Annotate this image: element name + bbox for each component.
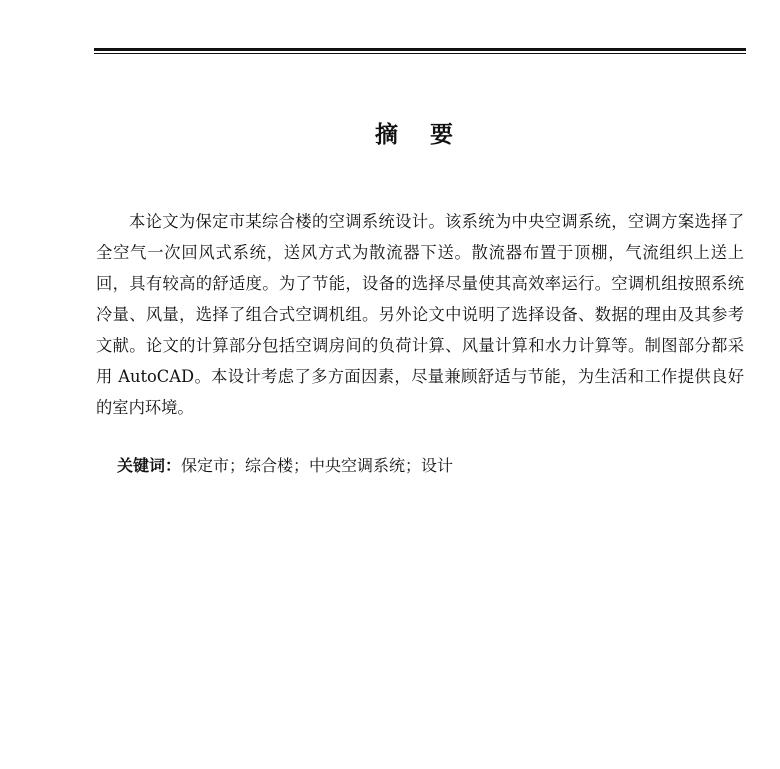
header-rule-thin [94, 53, 746, 54]
keywords-line [117, 455, 453, 477]
keywords-label: 关键词： [117, 456, 182, 475]
keywords-text: 保定市；综合楼；中央空调系统；设计 [181, 456, 454, 475]
abstract-paragraph: 本论文为保定市某综合楼的空调系统设计。该系统为中央空调系统，空调方案选择了全空气一次回风式系统，送风方式为散流器下送。散流器布置于顶棚，气流组织上送上回，具有较高的舒适度。为了节能，设备的选择尽量使其高效率运行。空调机组按照系统冷量、风量，选择了组合式空调机组。另外论文中说明了选择设备、数据的理由及其参考文献。论文的计算部分包括空调房间的负荷计算、风量计算和水力计算等。制图部分都采用 AutoCAD。本设计考虑了多方面因素，尽量兼顾舒适与节能，为生活和工作提供良好的室内环境。 [96, 212, 744, 417]
page-title: 摘 要 [374, 122, 465, 148]
header-rule-thick [94, 48, 746, 51]
